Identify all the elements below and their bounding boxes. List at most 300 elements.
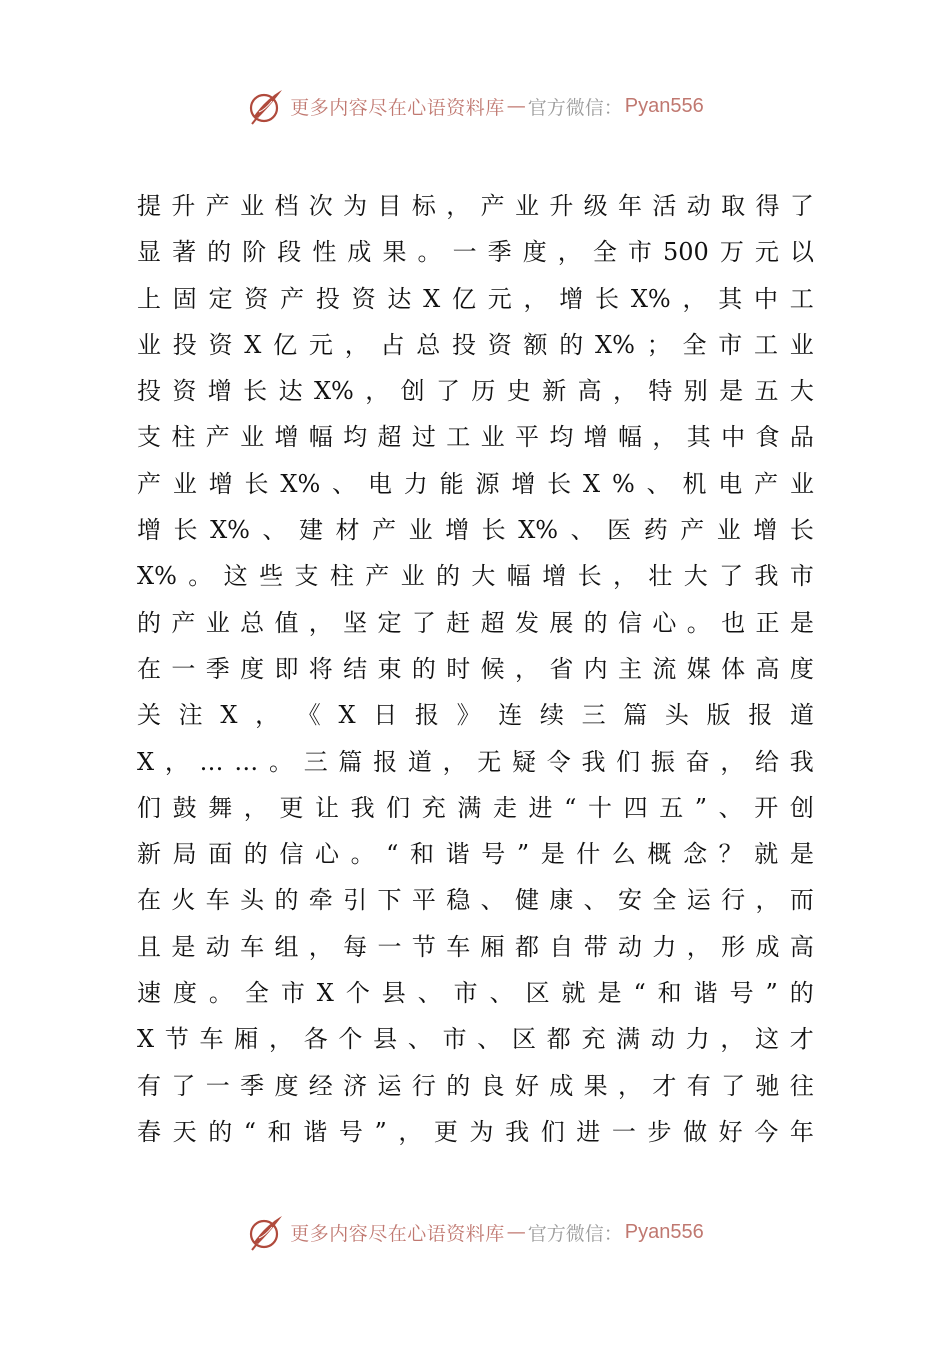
text-glyph: 了: [436, 377, 461, 406]
text-glyph: 坚: [343, 608, 368, 637]
text-glyph: 业: [514, 192, 539, 220]
text-glyph: 创: [789, 793, 814, 822]
text-glyph: ，: [720, 747, 745, 776]
text-glyph: 大: [683, 562, 708, 591]
text-glyph: 市: [280, 979, 305, 1008]
text-glyph: 一: [377, 932, 402, 961]
text-glyph: 、: [262, 516, 287, 545]
text-line: [137, 1109, 814, 1155]
text-glyph: 壮: [648, 562, 673, 591]
text-glyph: 投: [451, 330, 476, 359]
text-glyph: 局: [172, 840, 197, 869]
text-glyph: 长: [173, 516, 198, 545]
text-glyph: 速: [137, 979, 161, 1008]
text-glyph: 车: [199, 1025, 224, 1054]
text-glyph: 好: [718, 1117, 743, 1146]
text-glyph: 业: [789, 469, 814, 498]
text-glyph: 增: [208, 469, 233, 498]
text-glyph: X: [137, 1025, 155, 1054]
text-glyph: 们: [540, 1117, 565, 1146]
text-glyph: 的: [436, 562, 461, 591]
text-glyph: 产: [754, 469, 779, 498]
text-glyph: 产: [280, 284, 305, 313]
text-glyph: 以: [789, 238, 814, 267]
text-glyph: 著: [172, 238, 197, 267]
document-body: [137, 183, 814, 1155]
text-glyph: 三: [581, 701, 606, 730]
banner-site-text: 更多内容尽在心语资料库: [290, 96, 505, 119]
text-glyph: 市: [718, 330, 743, 359]
text-glyph: 好: [514, 1071, 539, 1100]
text-glyph: 新: [137, 840, 161, 869]
text-line: [137, 692, 814, 738]
text-glyph: X%: [137, 562, 177, 591]
text-glyph: 度: [240, 654, 265, 683]
text-glyph: 、: [489, 979, 514, 1008]
text-glyph: 增: [207, 377, 232, 406]
text-glyph: 正: [755, 608, 780, 637]
text-glyph: 固: [172, 284, 197, 313]
text-glyph: 柱: [329, 562, 354, 591]
text-glyph: 资: [172, 377, 197, 406]
text-glyph: ，: [652, 423, 677, 452]
text-glyph: 全: [682, 330, 707, 359]
text-glyph: 振: [650, 747, 675, 776]
text-glyph: 一: [171, 654, 196, 683]
text-glyph: 为: [343, 192, 368, 220]
text-glyph: 高: [755, 654, 780, 683]
text-glyph: 投: [137, 377, 161, 406]
text-glyph: 动: [686, 192, 711, 220]
text-glyph: 而: [789, 886, 814, 915]
text-glyph: 的: [243, 840, 268, 869]
text-glyph: 就: [754, 840, 779, 869]
text-glyph: 奋: [685, 747, 710, 776]
text-glyph: 的: [446, 1071, 471, 1100]
text-glyph: 药: [643, 516, 668, 545]
text-glyph: 走: [492, 793, 517, 822]
text-glyph: 五: [659, 793, 684, 822]
text-glyph: X%: [280, 469, 321, 498]
text-glyph: 、: [646, 469, 671, 498]
text-glyph: 篇: [338, 747, 363, 776]
text-glyph: 一: [205, 1071, 230, 1100]
text-glyph: 是: [719, 377, 744, 406]
text-glyph: 进: [528, 793, 553, 822]
text-glyph: 产: [171, 608, 196, 637]
text-glyph: X%: [630, 284, 671, 313]
text-glyph: 幅: [308, 423, 333, 452]
text-glyph: 动: [618, 932, 643, 961]
text-glyph: 中: [754, 284, 778, 313]
text-glyph: 是: [540, 840, 565, 869]
text-glyph: 疑: [512, 747, 536, 776]
text-glyph: 的: [207, 238, 232, 267]
text-glyph: 头: [240, 886, 265, 915]
text-glyph: 定: [377, 608, 402, 637]
text-glyph: 资: [351, 284, 376, 313]
text-glyph: 标: [411, 192, 436, 220]
text-glyph: 市: [627, 238, 652, 267]
text-glyph: 这: [223, 562, 248, 591]
text-glyph: 令: [546, 747, 571, 776]
text-glyph: 全: [244, 979, 269, 1008]
text-glyph: 节: [164, 1025, 189, 1054]
text-glyph: 的: [274, 886, 299, 915]
text-glyph: 束: [377, 654, 402, 683]
text-glyph: 食: [755, 423, 780, 452]
text-glyph: 都: [546, 1025, 571, 1054]
banner-separator: —: [506, 95, 526, 117]
text-glyph: 下: [377, 886, 402, 915]
text-glyph: 即: [274, 654, 299, 683]
text-glyph: 流: [652, 654, 677, 683]
text-line: [137, 831, 814, 877]
text-glyph: 道: [407, 747, 432, 776]
text-glyph: 心: [652, 608, 677, 637]
text-line: [137, 368, 814, 414]
text-glyph: 。: [417, 238, 442, 267]
text-glyph: 的: [411, 654, 436, 683]
text-glyph: 长: [481, 516, 506, 545]
text-glyph: 天: [172, 1117, 197, 1146]
text-glyph: 区: [512, 1025, 536, 1054]
text-glyph: 别: [683, 377, 708, 406]
text-glyph: 力: [685, 1025, 710, 1054]
text-glyph: 市: [442, 1025, 467, 1054]
text-glyph: 做: [683, 1117, 708, 1146]
text-glyph: ，: [682, 284, 707, 313]
text-glyph: 500: [662, 238, 709, 267]
text-glyph: 成: [549, 1071, 574, 1100]
text-glyph: 业: [480, 423, 505, 452]
text-glyph: 幅: [618, 423, 643, 452]
text-glyph: 的: [208, 1117, 233, 1146]
text-glyph: 度: [522, 238, 547, 267]
text-glyph: 《: [296, 701, 321, 730]
text-glyph: 支: [294, 562, 319, 591]
text-glyph: 发: [514, 608, 539, 637]
text-glyph: 县: [373, 1025, 398, 1054]
text-glyph: 道: [789, 701, 814, 730]
text-glyph: 是: [789, 608, 814, 637]
text-glyph: 全: [592, 238, 617, 267]
text-glyph: 。: [268, 747, 293, 776]
text-glyph: 长: [244, 469, 269, 498]
text-glyph: 我: [505, 1117, 530, 1146]
banner-wechat-label: 官方微信：: [527, 96, 623, 119]
text-glyph: …: [199, 747, 224, 776]
text-line: [137, 183, 814, 229]
text-glyph: 给: [755, 747, 780, 776]
text-glyph: 产: [205, 423, 230, 452]
text-line: [137, 414, 814, 460]
text-glyph: ，: [308, 608, 333, 637]
text-glyph: 长: [595, 284, 620, 313]
text-glyph: 得: [755, 192, 780, 220]
text-glyph: ，: [612, 562, 637, 591]
text-glyph: 目: [377, 192, 402, 220]
text-glyph: 元: [754, 238, 779, 267]
text-glyph: X%: [313, 377, 354, 406]
text-glyph: 工: [754, 330, 778, 359]
text-glyph: 自: [549, 932, 574, 961]
text-glyph: 、: [477, 1025, 502, 1054]
text-glyph: 幅: [506, 562, 531, 591]
text-glyph: 长: [789, 516, 814, 545]
text-glyph: 阶: [242, 238, 267, 267]
text-glyph: 档: [274, 192, 299, 220]
text-glyph: ，: [164, 747, 189, 776]
text-glyph: 力: [652, 932, 677, 961]
text-glyph: 投: [172, 330, 197, 359]
text-glyph: 往: [789, 1071, 814, 1100]
text-glyph: 篇: [623, 701, 648, 730]
text-glyph: 过: [411, 423, 436, 452]
text-glyph: 主: [618, 654, 643, 683]
banner-wechat-label: 官方微信：: [527, 1222, 623, 1245]
text-glyph: 和: [410, 840, 435, 869]
text-glyph: 大: [789, 377, 814, 406]
text-glyph: 其: [686, 423, 711, 452]
text-glyph: 将: [308, 654, 333, 683]
text-glyph: “: [243, 1117, 257, 1146]
text-glyph: 康: [549, 886, 574, 915]
text-glyph: 我: [789, 747, 814, 776]
text-glyph: 动: [205, 932, 230, 961]
text-glyph: %: [611, 469, 635, 498]
text-glyph: 增: [274, 423, 299, 452]
text-glyph: 资: [208, 330, 233, 359]
text-glyph: 提: [137, 192, 161, 220]
text-glyph: 高: [789, 932, 814, 961]
text-glyph: 各: [303, 1025, 328, 1054]
text-glyph: 源: [475, 469, 500, 498]
text-glyph: 力: [403, 469, 428, 498]
text-glyph: ，: [255, 701, 280, 730]
text-glyph: ”: [694, 793, 708, 822]
text-glyph: 体: [721, 654, 746, 683]
text-glyph: 信: [618, 608, 643, 637]
text-glyph: 业: [137, 330, 161, 359]
text-glyph: 展: [549, 608, 574, 637]
text-glyph: 的: [559, 330, 584, 359]
text-glyph: 些: [259, 562, 284, 591]
text-glyph: 增: [137, 516, 161, 545]
text-glyph: 大: [471, 562, 496, 591]
text-glyph: “: [564, 793, 577, 822]
text-glyph: X: [423, 284, 441, 313]
text-glyph: 满: [616, 1025, 641, 1054]
text-glyph: 号: [338, 1117, 363, 1146]
text-glyph: 的: [583, 608, 608, 637]
text-glyph: 充: [581, 1025, 606, 1054]
text-glyph: 元: [308, 330, 333, 359]
text-glyph: 工: [789, 284, 814, 313]
text-glyph: ，: [514, 654, 539, 683]
text-glyph: 值: [274, 608, 299, 637]
header-banner: [0, 84, 950, 128]
text-glyph: 成: [347, 238, 372, 267]
text-glyph: “: [386, 840, 399, 869]
text-glyph: 经: [308, 1071, 333, 1100]
text-glyph: ，: [243, 793, 268, 822]
text-glyph: 结: [343, 654, 368, 683]
text-glyph: ，: [308, 932, 333, 961]
text-glyph: 十: [588, 793, 612, 822]
text-glyph: 注: [178, 701, 203, 730]
text-glyph: 稳: [446, 886, 471, 915]
text-glyph: 有: [686, 1071, 711, 1100]
text-glyph: 均: [343, 423, 368, 452]
text-glyph: 们: [386, 793, 411, 822]
text-glyph: ，: [365, 377, 390, 406]
text-glyph: 让: [314, 793, 339, 822]
text-glyph: 一: [611, 1117, 636, 1146]
text-glyph: 产: [372, 516, 397, 545]
text-glyph: 这: [755, 1025, 780, 1054]
text-glyph: ，: [720, 1025, 745, 1054]
text-glyph: 我: [581, 747, 606, 776]
text-glyph: 机: [682, 469, 707, 498]
text-glyph: 才: [652, 1071, 677, 1100]
text-glyph: “: [633, 979, 646, 1008]
text-glyph: 》: [456, 701, 481, 730]
text-line: [137, 229, 814, 275]
text-glyph: 组: [274, 932, 299, 961]
text-line: [137, 1016, 814, 1062]
text-glyph: 、: [332, 469, 357, 498]
text-glyph: 个: [345, 979, 370, 1008]
text-glyph: 开: [754, 793, 779, 822]
text-glyph: 一: [452, 238, 477, 267]
text-glyph: 省: [549, 654, 574, 683]
text-glyph: 行: [721, 886, 746, 915]
quill-pen-logo-icon: [246, 86, 286, 126]
text-glyph: 产: [365, 562, 390, 591]
text-glyph: 的: [789, 979, 814, 1008]
text-glyph: 引: [343, 886, 368, 915]
text-glyph: 史: [506, 377, 531, 406]
text-glyph: 且: [137, 932, 161, 961]
text-glyph: 资: [487, 330, 512, 359]
text-glyph: 升: [549, 192, 574, 220]
text-glyph: 是: [171, 932, 196, 961]
text-glyph: 念: [683, 840, 708, 869]
text-glyph: 报: [414, 701, 439, 730]
text-glyph: 度: [789, 654, 814, 683]
text-glyph: 了: [721, 1071, 746, 1100]
text-glyph: 增: [753, 516, 778, 545]
text-glyph: 季: [240, 1071, 265, 1100]
text-glyph: 什: [576, 840, 601, 869]
text-glyph: 业: [400, 562, 425, 591]
banner-separator: —: [506, 1221, 526, 1243]
text-glyph: 上: [137, 284, 161, 313]
text-glyph: 车: [240, 932, 265, 961]
text-glyph: 电: [718, 469, 743, 498]
text-glyph: ，: [344, 330, 369, 359]
text-glyph: 定: [208, 284, 233, 313]
text-line: [137, 461, 814, 507]
text-glyph: X: [137, 747, 155, 776]
text-line: [137, 1063, 814, 1109]
text-glyph: 也: [721, 608, 746, 637]
text-glyph: 续: [539, 701, 564, 730]
text-glyph: 安: [618, 886, 643, 915]
text-glyph: 运: [686, 886, 711, 915]
text-line: [137, 924, 814, 970]
text-glyph: 四: [623, 793, 648, 822]
text-glyph: 增: [583, 423, 608, 452]
text-glyph: 报: [373, 747, 398, 776]
text-glyph: 年: [789, 1117, 814, 1146]
text-glyph: 健: [514, 886, 539, 915]
text-glyph: ，: [446, 192, 471, 220]
text-glyph: 特: [648, 377, 673, 406]
text-glyph: 度: [172, 979, 197, 1008]
text-glyph: 性: [312, 238, 337, 267]
text-glyph: X: [338, 701, 356, 730]
text-glyph: 就: [561, 979, 586, 1008]
text-glyph: 、: [407, 1025, 432, 1054]
text-glyph: 达: [278, 377, 303, 406]
text-glyph: 增: [559, 284, 584, 313]
text-glyph: 们: [137, 793, 161, 822]
text-glyph: 、: [570, 516, 595, 545]
text-glyph: 医: [607, 516, 632, 545]
text-glyph: 新: [542, 377, 567, 406]
text-glyph: 时: [446, 654, 471, 683]
text-glyph: ，: [398, 1117, 423, 1146]
text-glyph: X: [583, 469, 601, 498]
text-glyph: 资: [244, 284, 269, 313]
text-glyph: 为: [469, 1117, 494, 1146]
text-glyph: 品: [789, 423, 814, 452]
text-glyph: 。: [350, 840, 375, 869]
text-glyph: 的: [137, 608, 161, 637]
text-glyph: 产: [480, 192, 505, 220]
text-glyph: 材: [335, 516, 360, 545]
text-glyph: 平: [411, 886, 436, 915]
text-glyph: ；: [646, 330, 671, 359]
text-glyph: 头: [664, 701, 689, 730]
text-line: [137, 600, 814, 646]
text-glyph: 动: [650, 1025, 675, 1054]
text-glyph: 有: [137, 1071, 161, 1100]
text-glyph: 业: [408, 516, 433, 545]
text-glyph: 总: [240, 608, 265, 637]
text-glyph: 更: [279, 793, 304, 822]
text-glyph: 市: [789, 562, 814, 591]
text-glyph: 了: [719, 562, 744, 591]
text-glyph: 增: [542, 562, 567, 591]
text-glyph: 历: [471, 377, 496, 406]
text-glyph: ，: [268, 1025, 293, 1054]
text-glyph: 内: [583, 654, 608, 683]
banner-site-text: 更多内容尽在心语资料库: [290, 1222, 505, 1245]
text-glyph: 都: [514, 932, 539, 961]
text-glyph: ，: [612, 377, 637, 406]
text-glyph: 创: [400, 377, 425, 406]
text-glyph: X%: [518, 516, 559, 545]
text-glyph: ”: [765, 979, 778, 1008]
text-glyph: 车: [205, 886, 230, 915]
text-glyph: 长: [577, 562, 602, 591]
text-glyph: 了: [411, 608, 436, 637]
text-glyph: 五: [754, 377, 779, 406]
text-glyph: 长: [547, 469, 572, 498]
